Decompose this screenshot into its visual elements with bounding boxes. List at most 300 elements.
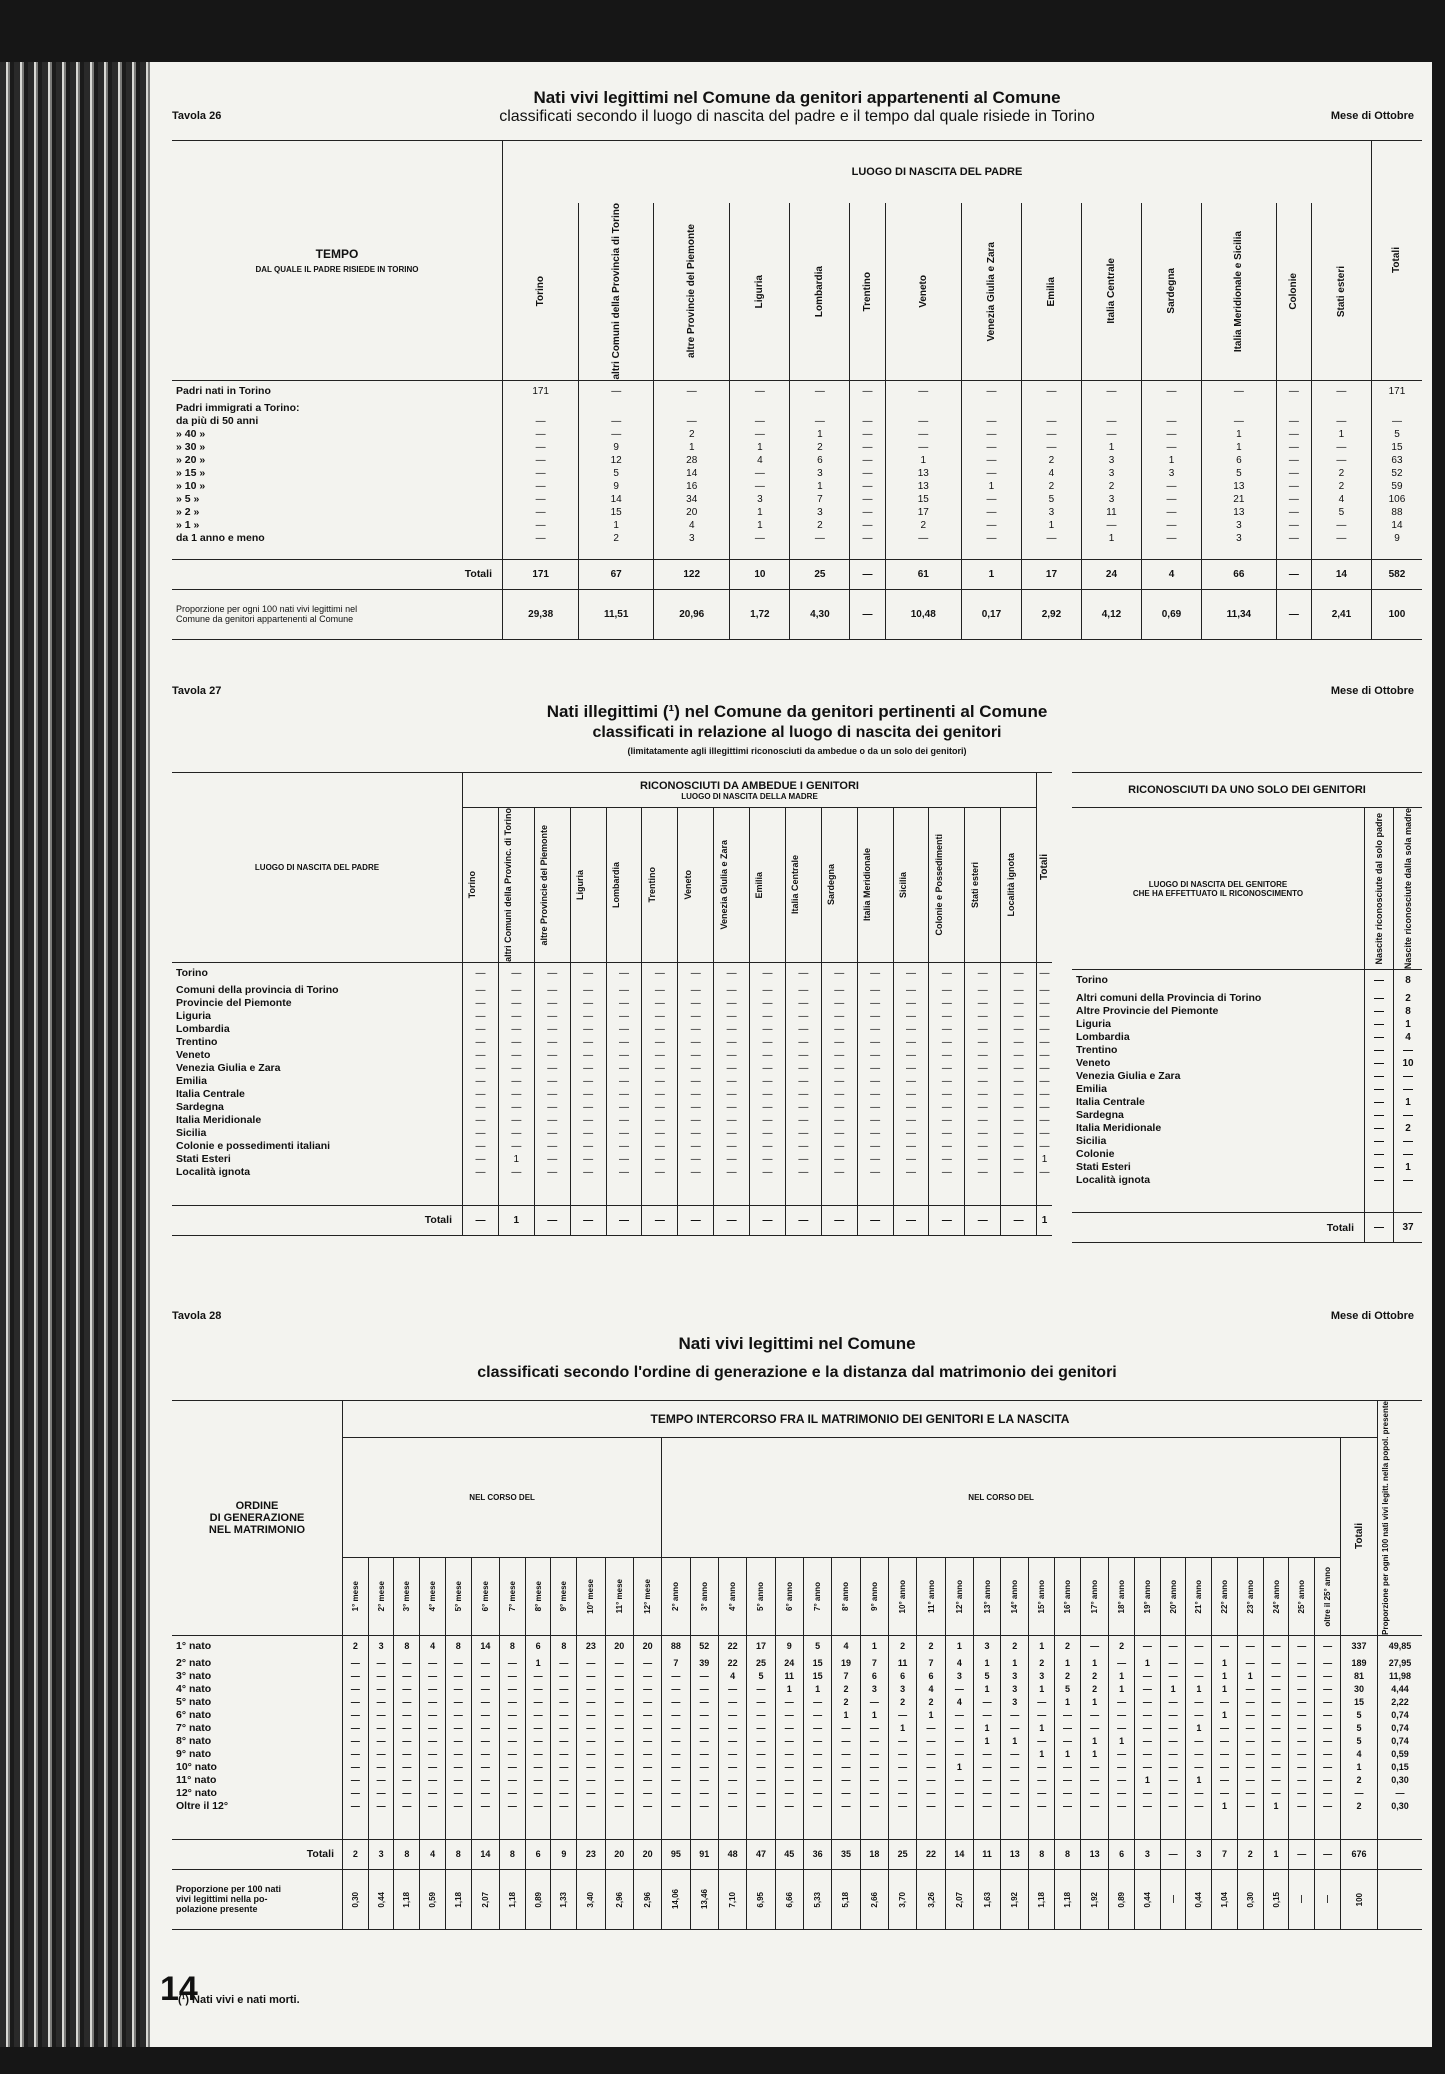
cell: 63 [1371,454,1422,467]
col-sola-madre: Nascite riconosciute dalla sola madre [1394,808,1423,970]
table-27-section [172,682,1422,1292]
cell: — [534,1101,570,1114]
cell: — [534,1062,570,1075]
cell: — [1315,1683,1341,1696]
cell: — [1365,1161,1394,1174]
spacer [498,1179,534,1205]
cell: — [718,1748,746,1761]
cell: — [525,1800,551,1813]
cell: — [1160,1722,1186,1735]
cell: — [662,1800,690,1813]
cell: — [893,1023,929,1036]
cell: — [1037,997,1053,1010]
cell: 17 [885,506,961,519]
cell: — [785,1140,821,1153]
cell: 3 [790,506,850,519]
cell: — [857,1010,893,1023]
cell: — [857,984,893,997]
cell: — [551,1683,577,1696]
cell: — [1037,984,1053,997]
cell: — [714,1166,750,1179]
cell: — [368,1709,394,1722]
cell: — [1394,1109,1423,1122]
row-label: Oltre il 12° [176,1800,229,1813]
cell [885,402,961,415]
cell: — [343,1735,369,1748]
cell: — [857,1153,893,1166]
cell: — [785,1088,821,1101]
cell: — [750,1088,786,1101]
cell: — [551,1800,577,1813]
tempo-header: TEMPO DAL QUALE IL PADRE RISIEDE IN TORINO [172,141,503,381]
total-cell: — [1001,1205,1037,1235]
cell: 171 [503,380,579,402]
cell: — [394,1774,420,1787]
spacer [463,1179,499,1205]
cell: 171 [1371,380,1422,402]
row-label: Trentino [1076,1043,1118,1056]
cell: — [775,1774,803,1787]
cell: 5 [1311,506,1371,519]
proportion-cell: 0,89 [1109,1869,1135,1929]
cell: — [1141,480,1201,493]
t26-col-header: Stati esteri [1311,203,1371,380]
cell: — [1037,1101,1053,1114]
cell: — [662,1774,690,1787]
row-label: da 1 anno e meno [176,532,265,545]
cell: — [445,1683,471,1696]
table-26-title: Nati vivi legittimi nel Comune da genitori appartenenti al Comune [533,88,1061,107]
cell: — [961,519,1021,532]
cell: — [368,1722,394,1735]
cell: — [1001,1774,1029,1787]
cell: — [750,1010,786,1023]
cell: — [1055,1787,1081,1800]
spacer-row [172,1179,1052,1205]
cell: — [1109,1709,1135,1722]
cell: — [945,1774,973,1787]
cell: — [1365,1148,1394,1161]
cell: — [1037,1140,1053,1153]
cell: — [1160,1657,1186,1670]
cell: — [850,519,885,532]
cell: 15 [1341,1696,1378,1709]
totals-row [172,1205,1052,1235]
cell: — [551,1709,577,1722]
cell: 5 [1341,1735,1378,1748]
time-interval-header: TEMPO INTERCORSO FRA IL MATRIMONIO DEI GENITORI E LA NASCITA [343,1401,1378,1438]
cell: — [885,380,961,402]
cell: 3 [1001,1670,1029,1683]
cell: — [1029,1787,1055,1800]
cell: — [577,1774,605,1787]
cell: — [747,1748,775,1761]
cell: — [1134,1696,1160,1709]
cell: 0,74 [1378,1709,1423,1722]
cell: — [1037,1075,1053,1088]
cell: — [1001,1114,1037,1127]
cell: 7 [790,493,850,506]
cell: 3 [860,1683,888,1696]
proportion-cell: — [1276,589,1311,639]
total-cell: 20 [633,1839,661,1869]
cell: — [1080,1709,1108,1722]
row-label: Stati Esteri [1076,1160,1131,1173]
cell: — [974,1709,1001,1722]
cell: — [1037,1010,1053,1023]
cell: — [368,1748,394,1761]
cell: 2 [1001,1635,1029,1657]
cell: 9 [579,441,654,454]
table-27-one-parent [1072,772,1422,1243]
cell: — [551,1748,577,1761]
cell: — [1365,992,1394,1005]
t27-col-header: Stati esteri [965,808,1001,963]
cell [1311,402,1371,415]
spacer [172,1179,463,1205]
cell: — [606,1023,642,1036]
cell: — [678,1127,714,1140]
total-cell: — [714,1205,750,1235]
spacer [1037,1179,1053,1205]
table-28-title: Nati vivi legittimi nel Comune [678,1334,916,1353]
row-label: 6° nato [176,1709,212,1722]
cell: — [1371,415,1422,428]
cell: — [1160,1735,1186,1748]
cell: — [747,1787,775,1800]
cell: 81 [1341,1670,1378,1683]
cell: — [570,997,606,1010]
row-label: Colonie [1076,1147,1115,1160]
cell: — [503,415,579,428]
total-cell: 47 [747,1839,775,1869]
proportion-cell: 0,89 [525,1869,551,1929]
cell: — [498,1010,534,1023]
cell: 1 [579,519,654,532]
cell: — [420,1787,446,1800]
t28-col-header: 19° anno [1134,1557,1160,1635]
cell: — [690,1696,718,1709]
cell: — [965,1153,1001,1166]
cell: — [662,1670,690,1683]
cell: — [463,962,499,984]
cell: 1 [974,1722,1001,1735]
row-label: Sicilia [176,1127,207,1140]
cell: — [606,1166,642,1179]
proportion-cell: 1,63 [974,1869,1001,1929]
row-label: 7° nato [176,1722,212,1735]
cell: 9 [579,480,654,493]
cell: — [929,1049,965,1062]
cell: — [803,1761,831,1774]
cell: — [570,1140,606,1153]
cell: — [500,1735,526,1748]
row-label: 9° nato [176,1748,212,1761]
cell: — [1141,532,1201,545]
cell: — [420,1761,446,1774]
cell: — [1276,415,1311,428]
cell: — [750,1166,786,1179]
proportion-cell: 0,17 [961,589,1021,639]
spacer [821,1179,857,1205]
cell: — [500,1787,526,1800]
cell: — [1037,1049,1053,1062]
cell: 1 [1109,1670,1135,1683]
proportion-cell: 1,18 [1055,1869,1081,1929]
cell: — [368,1657,394,1670]
cell: 49,85 [1378,1635,1423,1657]
cell: 1 [1311,428,1371,441]
spacer [1276,545,1311,559]
t27-col-header: Lombardia [606,808,642,963]
spacer [445,1813,471,1839]
cell: 14 [579,493,654,506]
cell: — [718,1722,746,1735]
cell: 1 [1212,1683,1238,1696]
total-cell: — [850,559,885,589]
table-row [172,984,1052,997]
cell: — [785,1153,821,1166]
total-cell: 171 [503,559,579,589]
cell: 23 [577,1635,605,1657]
cell: — [1109,1761,1135,1774]
both-parents-header: RICONOSCIUTI DA AMBEDUE I GENITORI LUOGO DI NASCITA DELLA MADRE [463,773,1037,808]
cell: — [1021,415,1081,428]
total-cell: 35 [832,1839,860,1869]
cell: — [860,1696,888,1709]
cell: — [500,1657,526,1670]
proportion-cell: — [1289,1869,1315,1929]
spacer [785,1179,821,1205]
total-cell: — [785,1205,821,1235]
cell: 1 [974,1683,1001,1696]
cell: — [1186,1787,1212,1800]
cell: 5 [803,1635,831,1657]
row-label: 10° nato [176,1761,217,1774]
row-label: Sardegna [176,1101,224,1114]
spacer [577,1813,605,1839]
spacer [471,1813,499,1839]
col-proportion: Proporzione per ogni 100 nati vivi legitt. nella popol. presente [1378,1401,1423,1636]
cell: — [1263,1635,1289,1657]
cell: — [750,984,786,997]
total-cell: 13 [1080,1839,1108,1869]
table-27-subtitle: classificati in relazione al luogo di nascita dei genitori [592,724,1002,741]
spacer [1378,1813,1423,1839]
cell: — [606,1101,642,1114]
cell: 2 [832,1696,860,1709]
cell: — [1109,1800,1135,1813]
cell: 1 [1055,1748,1081,1761]
cell: — [893,1127,929,1140]
cell: 7 [917,1657,945,1670]
t26-col-header: Italia Centrale [1081,203,1141,380]
proportion-cell: 2,96 [633,1869,661,1929]
cell: — [394,1709,420,1722]
cell: — [1186,1748,1212,1761]
t28-col-header: 7° anno [803,1557,831,1635]
cell: — [1237,1696,1263,1709]
cell: 13 [1202,480,1277,493]
cell: 1 [1141,454,1201,467]
cell: — [1186,1635,1212,1657]
cell: — [1276,380,1311,402]
cell: 22 [718,1657,746,1670]
cell: — [605,1696,633,1709]
cell: — [917,1735,945,1748]
row-label: Venezia Giulia e Zara [176,1062,281,1075]
cell: — [570,1023,606,1036]
proportion-cell: 0,59 [420,1869,446,1929]
cell: — [929,1088,965,1101]
table-row [172,1709,1422,1722]
cell: — [1212,1735,1238,1748]
row-label: » 2 » [176,506,200,519]
cell: — [420,1800,446,1813]
cell: 39 [690,1657,718,1670]
total-cell: 4 [1141,559,1201,589]
cell: — [633,1748,661,1761]
cell: 1 [1055,1696,1081,1709]
t26-col-header: Colonie [1276,203,1311,380]
cell: — [730,467,790,480]
cell: — [714,962,750,984]
cell: — [642,1153,678,1166]
cell: — [821,1023,857,1036]
cell: — [750,1036,786,1049]
cell: 1 [1029,1635,1055,1657]
cell: — [678,1036,714,1049]
cell: 21 [1202,493,1277,506]
cell: — [718,1735,746,1748]
t28-col-header: 22° anno [1212,1557,1238,1635]
cell: — [1365,1070,1394,1083]
spacer [1072,1187,1365,1213]
cell: — [500,1722,526,1735]
spacer [551,1813,577,1839]
t27-col-header: altri Comuni della Provinc. di Torino [498,808,534,963]
row-label: Colonie e possedimenti italiani [176,1140,331,1153]
cell: — [1037,1127,1053,1140]
spacer [1080,1813,1108,1839]
row-label: Italia Centrale [1076,1095,1145,1108]
t28-col-header: 25° anno [1289,1557,1315,1635]
cell: — [551,1787,577,1800]
cell: 4 [945,1657,973,1670]
cell: — [889,1761,917,1774]
cell: — [750,1127,786,1140]
cell: — [642,1166,678,1179]
cell: 11,98 [1378,1670,1423,1683]
cell: — [893,984,929,997]
cell: — [498,1023,534,1036]
spacer [420,1813,446,1839]
cell: — [1263,1670,1289,1683]
cell: — [775,1761,803,1774]
cell: — [471,1774,499,1787]
spacer [606,1179,642,1205]
cell: 1 [1212,1657,1238,1670]
cell: — [633,1683,661,1696]
cell: — [1001,1761,1029,1774]
totals-row [1072,1213,1422,1243]
cell: — [1394,1070,1423,1083]
cell: — [1037,1166,1053,1179]
cell: — [534,1166,570,1179]
cell: — [1237,1735,1263,1748]
cell: 11 [775,1670,803,1683]
spacer [803,1813,831,1839]
spacer [1109,1813,1135,1839]
cell: — [1315,1696,1341,1709]
cell: — [500,1800,526,1813]
cell: — [463,1114,499,1127]
row-label: Italia Centrale [176,1088,245,1101]
spacer [368,1813,394,1839]
cell: — [850,428,885,441]
table-row [1072,1044,1422,1057]
cell: — [420,1683,446,1696]
spacer [678,1179,714,1205]
cell: — [445,1709,471,1722]
t27-col-header: Trentino [642,808,678,963]
cell: 5 [579,467,654,480]
cell: 5 [1371,428,1422,441]
cell: — [463,984,499,997]
cell: — [1109,1657,1135,1670]
cell: — [714,984,750,997]
cell: 1 [1080,1735,1108,1748]
cell: — [642,1114,678,1127]
total-cell: 9 [551,1839,577,1869]
cell: — [821,1010,857,1023]
cell: — [1341,1787,1378,1800]
cell: — [1080,1722,1108,1735]
spacer [885,545,961,559]
cell: — [498,1114,534,1127]
cell: — [500,1748,526,1761]
spacer [1055,1813,1081,1839]
cell: — [662,1787,690,1800]
cell: — [1134,1761,1160,1774]
cell: — [534,1023,570,1036]
cell: 3 [654,532,730,545]
cell [961,402,1021,415]
t28-col-header: 1° mese [343,1557,369,1635]
cell: — [1160,1787,1186,1800]
cell: 3 [945,1670,973,1683]
cell: — [1109,1748,1135,1761]
cell: — [368,1670,394,1683]
table-26-label: Tavola 26 [172,110,222,122]
spacer [1311,545,1371,559]
cell: — [534,1049,570,1062]
cell: — [1263,1709,1289,1722]
cell: — [718,1696,746,1709]
footnote: (¹) Nati vivi e nati morti. [178,1994,300,2006]
proportion-cell: 0,69 [1141,589,1201,639]
cell: 1 [974,1657,1001,1670]
total-cell: 3 [1186,1839,1212,1869]
one-parent-header: RICONOSCIUTI DA UNO SOLO DEI GENITORI [1072,773,1422,808]
table-row [172,1657,1422,1670]
cell: — [570,1127,606,1140]
cell: 3 [974,1635,1001,1657]
cell: — [929,1114,965,1127]
col-totali: Totali [1037,773,1053,963]
cell: — [1186,1670,1212,1683]
cell: — [893,1153,929,1166]
